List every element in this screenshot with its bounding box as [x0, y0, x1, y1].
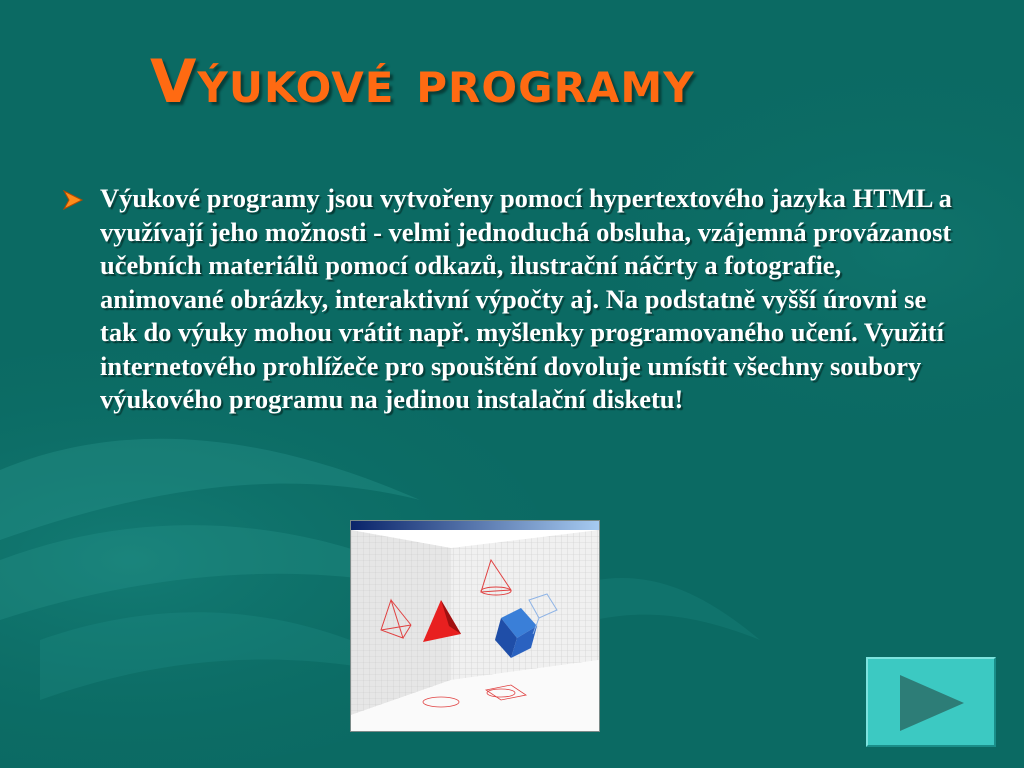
geometry-software-screenshot	[350, 520, 600, 732]
arrowhead-bullet-icon	[62, 190, 84, 215]
bullet-text: Výukové programy jsou vytvořeny pomocí hypertextového jazyka HTML a využívají jeho možnosti - velmi jednoduchá obsluha, vzájemná provázanost učebních materiálů pomocí odkazů, ilustrační náčrty a fotografie, animované obrázky, interaktivní výpočty aj. Na podstatně vyšší úrovni se tak do výuky mohou vrátit např. myšlenky programovaného učení. Využití internetového prohlížeče pro spouštění dovoluje umístit všechny soubory výukového programu na jedinou instalační disketu!	[100, 183, 952, 414]
bullet-list	[62, 182, 962, 417]
play-arrow-icon	[898, 673, 966, 733]
next-slide-button[interactable]	[866, 657, 996, 747]
window-titlebar	[351, 521, 599, 530]
slide-title: Výukové programy	[150, 47, 695, 117]
